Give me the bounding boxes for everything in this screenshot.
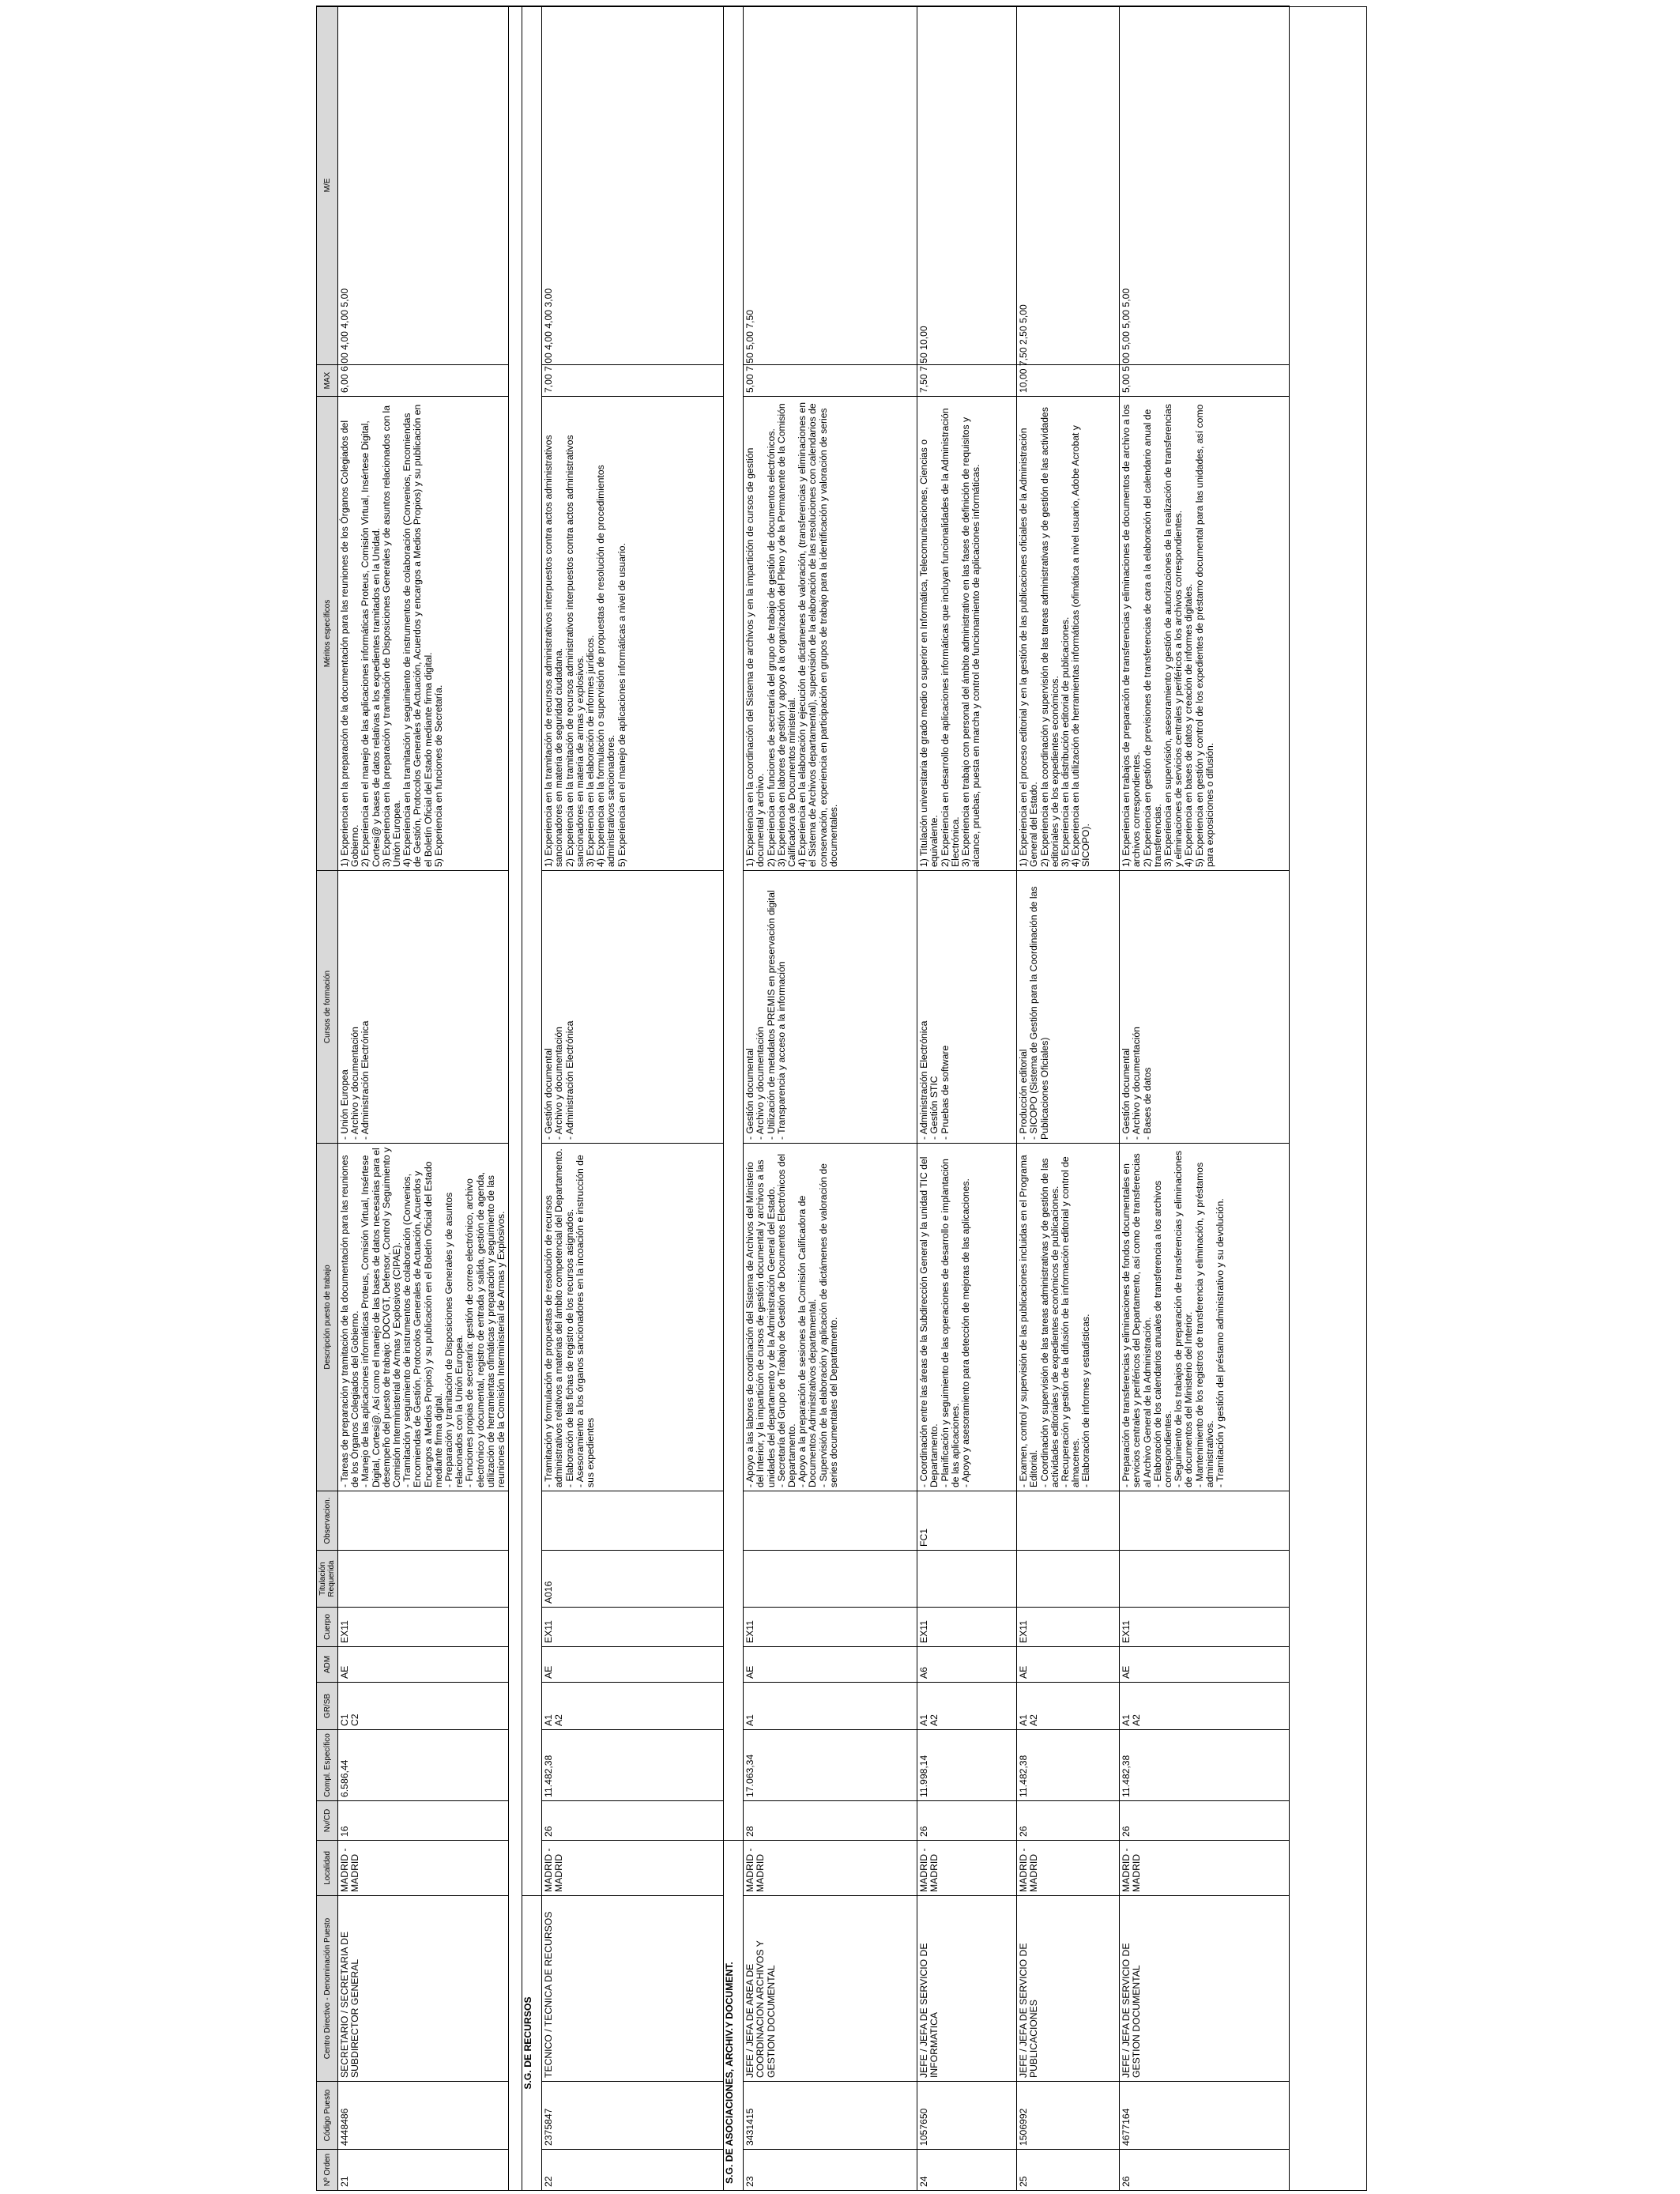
cell-descripcion: - Coordinación entre las áreas de la Subdirección General y la unidad TIC del Departamento. - Planificación y seguimiento de las operaciones de desarrollo e implantación de las aplicaciones. - Apoyo y asesoramiento para detección de mejoras de las aplicaciones.: [917, 1144, 1017, 1491]
cell-me: [542, 6, 724, 365]
header-descripcion: Descripción puesto de trabajo: [317, 1144, 338, 1491]
cell-grupo: A1 A2: [917, 1683, 1017, 1730]
cell-codigo: 1057650: [917, 2082, 1017, 2150]
cell-max: 7,50 7,50 10,00: [917, 365, 1017, 397]
header-grupo: GR/SB: [317, 1683, 338, 1730]
cell-centro: SECRETARIO / SECRETARIA DE SUBDIRECTOR GENERAL: [338, 1896, 509, 2082]
cell-titulacion: [1120, 1551, 1290, 1608]
cell-adm: A6: [917, 1647, 1017, 1683]
cell-nivel: 26: [917, 1801, 1017, 1841]
cell-codigo: 4677164: [1120, 2082, 1290, 2150]
cell-orden: 24: [917, 2150, 1017, 2191]
table-row: [917, 6, 1017, 2191]
cell-cursos: - Producción editorial - SICOPO (Sistema de Gestión para la Coordinación de las Publicaciones Oficiales): [1017, 871, 1120, 1144]
section-row: [724, 6, 744, 2191]
cell-grupo: A1 A2: [542, 1683, 724, 1730]
cell-localidad: MADRID - MADRID: [1017, 1841, 1120, 1896]
cell-orden: 23: [744, 2150, 917, 2191]
cell-nivel: 26: [1120, 1801, 1290, 1841]
cell-descripcion: - Examen, control y supervisión de las publicaciones incluidas en el Programa Editorial. - Coordinación y supervisión de las tareas administrativas y de gestión de las actividades editoriales y de expedientes económicos de publicaciones. - Recuperación y gestión de la difusión de la información editorial y control de almacenes. - Elaboración de informes y estadísticas.: [1017, 1144, 1120, 1491]
cell-localidad: MADRID - MADRID: [338, 1841, 509, 1896]
cell-complemento: 11.482,38: [542, 1730, 724, 1801]
cell-descripcion: - Tramitación y formulación de propuestas de resolución de recursos administrativos relativos a materias del ámbito competencial del Departamento. - Elaboración de las fichas de registro de los recursos asignados. - Asesoramiento a los órganos sancionadores en la incoación e instrucción de sus expedientes: [542, 1144, 724, 1491]
header-localidad: Localidad: [317, 1841, 338, 1896]
cell-observaciones: FC1: [917, 1491, 1017, 1551]
cell-cuerpo: EX11: [744, 1608, 917, 1647]
header-me: M/E: [317, 6, 338, 365]
cell-complemento: 11.482,38: [1120, 1730, 1290, 1801]
rotated-page: [316, 6, 1367, 2191]
cell-grupo: A1 A2: [1017, 1683, 1120, 1730]
table-row: [1017, 6, 1120, 2191]
header-complemento: Compl. Específico: [317, 1730, 338, 1801]
cell-grupo: A1 A2: [1120, 1683, 1290, 1730]
cell-complemento: 11.998,14: [917, 1730, 1017, 1801]
cell-me: [1017, 6, 1120, 365]
cell-cursos: - Administración Electrónica - Gestión STIC - Pruebas de software: [917, 871, 1017, 1144]
cell-centro: TECNICO / TECNICA DE RECURSOS: [542, 1896, 724, 2082]
header-centro: Centro Directivo - Denominación Puesto: [317, 1896, 338, 2082]
section-title: S.G. DE RECURSOS: [522, 1896, 542, 2191]
cell-cuerpo: EX11: [542, 1608, 724, 1647]
cell-me: [1120, 6, 1290, 365]
cell-observaciones: [542, 1491, 724, 1551]
cell-me: [744, 6, 917, 365]
header-orden: Nº Orden: [317, 2150, 338, 2191]
cell-max: 6,00 6,00 4,00 4,00 5,00: [338, 365, 509, 397]
cell-cursos: - Gestión documental - Archivo y documentación - Utilización de metadatos PREMIS en preservación digital - Transparencia y acceso a la información: [744, 871, 917, 1144]
cell-titulacion: [917, 1551, 1017, 1608]
cell-adm: AE: [1017, 1647, 1120, 1683]
section-title: S.G. DE ASOCIACIONES, ARCHIV.Y DOCUMENT.: [724, 1841, 744, 2191]
cell-codigo: 2375847: [542, 2082, 724, 2150]
cell-meritos: 1) Experiencia en el proceso editorial y en la gestión de las publicaciones oficiales de la Administración General del Estado. 2) Experiencia en la coordinación y supervisión de las tareas administrativas y de gestión de las actividades editoriales y de los expedientes económicos. 3) Experiencia en la distribución editorial de publicaciones. 4) Experiencia en la utilización de herramientas informáticas (ofimática a nivel usuario, Adobe Acrobat y SICOPO).: [1017, 397, 1120, 871]
cell-observaciones: [744, 1491, 917, 1551]
cell-meritos: 1) Experiencia en trabajos de preparación de transferencias y eliminaciones de documentos de archivo a los archivos correspondientes. 2) Experiencia en gestión de previsiones de transferencias de cara a la elaboración del calendario anual de transferencias. 3) Experiencia en supervisión, asesoramiento y gestión de autorizaciones de la realización de transferencias y eliminaciones de servicios centrales y periféricos a los archivos correspondientes. 4) Experiencia en bases de datos y creación de informes digitales. 5) Experiencia en gestión y control de los expedientes de préstamo documental para las unidades, así como para exposiciones o difusión.: [1120, 397, 1290, 871]
header-meritos: Méritos específicos: [317, 397, 338, 871]
cell-localidad: MADRID - MADRID: [917, 1841, 1017, 1896]
cell-adm: AE: [542, 1647, 724, 1683]
cell-centro: JEFE / JEFA DE SERVICIO DE PUBLICACIONES: [1017, 1896, 1120, 2082]
cell-titulacion: [1017, 1551, 1120, 1608]
cell-nivel: 26: [1017, 1801, 1120, 1841]
cell-titulacion: [744, 1551, 917, 1608]
cell-adm: AE: [744, 1647, 917, 1683]
cell-meritos: 1) Experiencia en la preparación de la documentación para las reuniones de los Órganos Colegiados del Gobierno. 2) Experiencia en el manejo de las aplicaciones informáticas Proteus, Comisión Virtual, Insértese Digital, Cortesi@ y bases de datos relativas a los expedientes tramitados en la Unidad. 3) Experiencia en la preparación y tramitación de Disposiciones Generales y de asuntos relacionados con la Unión Europea. 4) Experiencia en la tramitación y seguimiento de instrumentos de colaboración (Convenios, Encomiendas de Gestión, Protocolos Generales de Actuación, Acuerdos y encargos a Medios Propios) y su publicación en el Boletín Oficial del Estado mediante firma digital. 5) Experiencia en funciones de Secretaría.: [338, 397, 509, 871]
cell-titulacion: [338, 1551, 509, 1608]
cell-descripcion: - Preparación de transferencias y eliminaciones de fondos documentales en servicios centrales y periféricos del Departamento, así como de transferencias al Archivo General de la Administración. - Elaboración de los calendarios anuales de transferencia a los archivos correspondientes. - Seguimiento de los trabajos de preparación de transferencias y eliminaciones de documentos del Ministerio del Interior. - Mantenimiento de los registros de transferencia y eliminación, y préstamos administrativos. - Tramitación y gestión del préstamo administrativo y su devolución.: [1120, 1144, 1290, 1491]
cell-titulacion: A016: [542, 1551, 724, 1608]
cell-codigo: 1506992: [1017, 2082, 1120, 2150]
cell-max: 10,00 7,50 2,50 5,00: [1017, 365, 1120, 397]
positions-table: [316, 6, 1290, 2191]
cell-cursos: - Unión Europea - Archivo y documentación - Administración Electrónica: [338, 871, 509, 1144]
section-fill: [522, 6, 542, 1896]
cell-orden: 21: [338, 2150, 509, 2191]
header-cursos: Cursos de formación: [317, 871, 338, 1144]
header-adm: ADM: [317, 1647, 338, 1683]
cell-centro: JEFE / JEFA DE AREA DE COORDINACION ARCHIVOS Y GESTION DOCUMENTAL: [744, 1896, 917, 2082]
cell-centro: JEFE / JEFA DE SERVICIO DE INFORMATICA: [917, 1896, 1017, 2082]
header-observaciones: Observacion.: [317, 1491, 338, 1551]
cell-grupo: C1 C2: [338, 1683, 509, 1730]
cell-localidad: MADRID - MADRID: [1120, 1841, 1290, 1896]
cell-complemento: 6.586,44: [338, 1730, 509, 1801]
table-row: [744, 6, 917, 2191]
cell-me: [338, 6, 509, 365]
cell-meritos: 1) Titulación universitaria de grado medio o superior en Informática, Telecomunicaciones, Ciencias o equivalente. 2) Experiencia en desarrollo de aplicaciones informáticas que incluyan funcionalidades de la Administración Electrónica. 3) Experiencia en trabajo con personal del ámbito administrativo en las fases de definición de requisitos y alcance, pruebas, puesta en marcha y control de funcionamiento de aplicaciones informáticas.: [917, 397, 1017, 871]
cell-observaciones: [1017, 1491, 1120, 1551]
section-fill: [724, 6, 744, 1841]
header-cuerpo: Cuerpo: [317, 1608, 338, 1647]
cell-meritos: 1) Experiencia en la tramitación de recursos administrativos interpuestos contra actos administrativos sancionadores en materia de seguridad ciudadana. 2) Experiencia en la tramitación de recursos administrativos interpuestos contra actos administrativos sancionadores en materia de armas y explosivos. 3) Experiencia en la elaboración de informes jurídicos. 4) Experiencia en la formulación o supervisión de propuestas de resolución de procedimientos administrativos sancionadores. 5) Experiencia en el manejo de aplicaciones informáticas a nivel de usuario.: [542, 397, 724, 871]
cell-me: [917, 6, 1017, 365]
cell-cuerpo: EX11: [1017, 1608, 1120, 1647]
cell-grupo: A1: [744, 1683, 917, 1730]
cell-max: 7,00 7,00 4,00 4,00 3,00: [542, 365, 724, 397]
cell-observaciones: [338, 1491, 509, 1551]
cell-descripcion: - Apoyo a las labores de coordinación del Sistema de Archivos del Ministerio del Interior, y la impartición de cursos de gestión documental y archivos a las unidades del departamento y de la Administración General del Estado. - Secretaría del Grupo de Trabajo de Gestión de Documentos Electrónicos del Departamento. - Apoyo a la preparación de sesiones de la Comisión Calificadora de Documentos Administrativos departamental. - Supervisión de la elaboración y aplicación de dictámenes de valoración de series documentales del Departamento.: [744, 1144, 917, 1491]
header-titulacion: Titulación Requerida: [317, 1551, 338, 1608]
header-max: MAX: [317, 365, 338, 397]
cell-orden: 22: [542, 2150, 724, 2191]
header-nivel: Nv/CD: [317, 1801, 338, 1841]
cell-complemento: 17.063,34: [744, 1730, 917, 1801]
cell-localidad: MADRID - MADRID: [744, 1841, 917, 1896]
spacer-cell: [509, 6, 522, 2191]
cell-localidad: MADRID - MADRID: [542, 1841, 724, 1896]
cell-orden: 26: [1120, 2150, 1290, 2191]
header-row: [317, 6, 338, 2191]
cell-nivel: 28: [744, 1801, 917, 1841]
cell-cuerpo: EX11: [917, 1608, 1017, 1647]
table-row: [542, 6, 724, 2191]
cell-complemento: 11.482,38: [1017, 1730, 1120, 1801]
cell-codigo: 3431415: [744, 2082, 917, 2150]
table-row: [1120, 6, 1290, 2191]
section-row: [522, 6, 542, 2191]
cell-adm: AE: [338, 1647, 509, 1683]
cell-meritos: 1) Experiencia en la coordinación del Sistema de archivos y en la impartición de cursos de gestión documental y archivo. 2) Experiencia en funciones de secretaría del grupo de trabajo de gestión de documentos electrónicos. 3) Experiencia en labores de gestión y apoyo a la organización del Pleno y de la Permanente de la Comisión Calificadora de Documentos ministerial. 4) Experiencia en la elaboración y ejecución de dictámenes de valoración, (transferencias y eliminaciones en el Sistema de Archivos departamental), supervisión de la elaboración de las resoluciones con calendarios de conservación, experiencia en participación en grupos de trabajo para la identificación y valoración de series documentales.: [744, 397, 917, 871]
cell-cuerpo: EX11: [1120, 1608, 1290, 1647]
cell-nivel: 16: [338, 1801, 509, 1841]
spacer-row: [509, 6, 522, 2191]
cell-cursos: - Gestión documental - Archivo y documentación - Bases de datos: [1120, 871, 1290, 1144]
table-row: [338, 6, 509, 2191]
cell-max: 5,00 7,50 5,00 7,50: [744, 365, 917, 397]
cell-orden: 25: [1017, 2150, 1120, 2191]
cell-cursos: - Gestión documental - Archivo y documentación - Administración Electrónica: [542, 871, 724, 1144]
cell-nivel: 26: [542, 1801, 724, 1841]
header-codigo: Código Puesto: [317, 2082, 338, 2150]
cell-adm: AE: [1120, 1647, 1290, 1683]
cell-max: 5,00 5,00 5,00 5,00 5,00: [1120, 365, 1290, 397]
cell-codigo: 4448486: [338, 2082, 509, 2150]
cell-cuerpo: EX11: [338, 1608, 509, 1647]
cell-centro: JEFE / JEFA DE SERVICIO DE GESTION DOCUMENTAL: [1120, 1896, 1290, 2082]
cell-observaciones: [1120, 1491, 1290, 1551]
cell-descripcion: - Tareas de preparación y tramitación de la documentación para las reuniones de los Órganos Colegiados del Gobierno. - Manejo de las aplicaciones informáticas Proteus, Comisión Virtual, Insértese Digital, Cortesi@. Así como el manejo de las bases de datos necesarias para el desempeño del puesto de trabajo: DOCVGT, Defensor, Control y Seguimiento y Comisión Interministerial de Armas y Explosivos (CIPAE). - Tramitación y seguimiento de instrumentos de colaboración (Convenios, Encomiendas de Gestión, Protocolos Generales de Actuación, Acuerdos y Encargos a Medios Propios) y su publicación en el Boletín Oficial del Estado mediante firma digital. - Preparación y tramitación de Disposiciones Generales y de asuntos relacionados con la Unión Europea. - Funciones propias de secretaría: gestión de correo electrónico, archivo electrónico y documental, registro de entrada y salida, gestión de agenda, utilización de herramientas ofimáticas y preparación y seguimiento de las reuniones de la Comisión Interministerial de Armas y Explosivos.: [338, 1144, 509, 1491]
